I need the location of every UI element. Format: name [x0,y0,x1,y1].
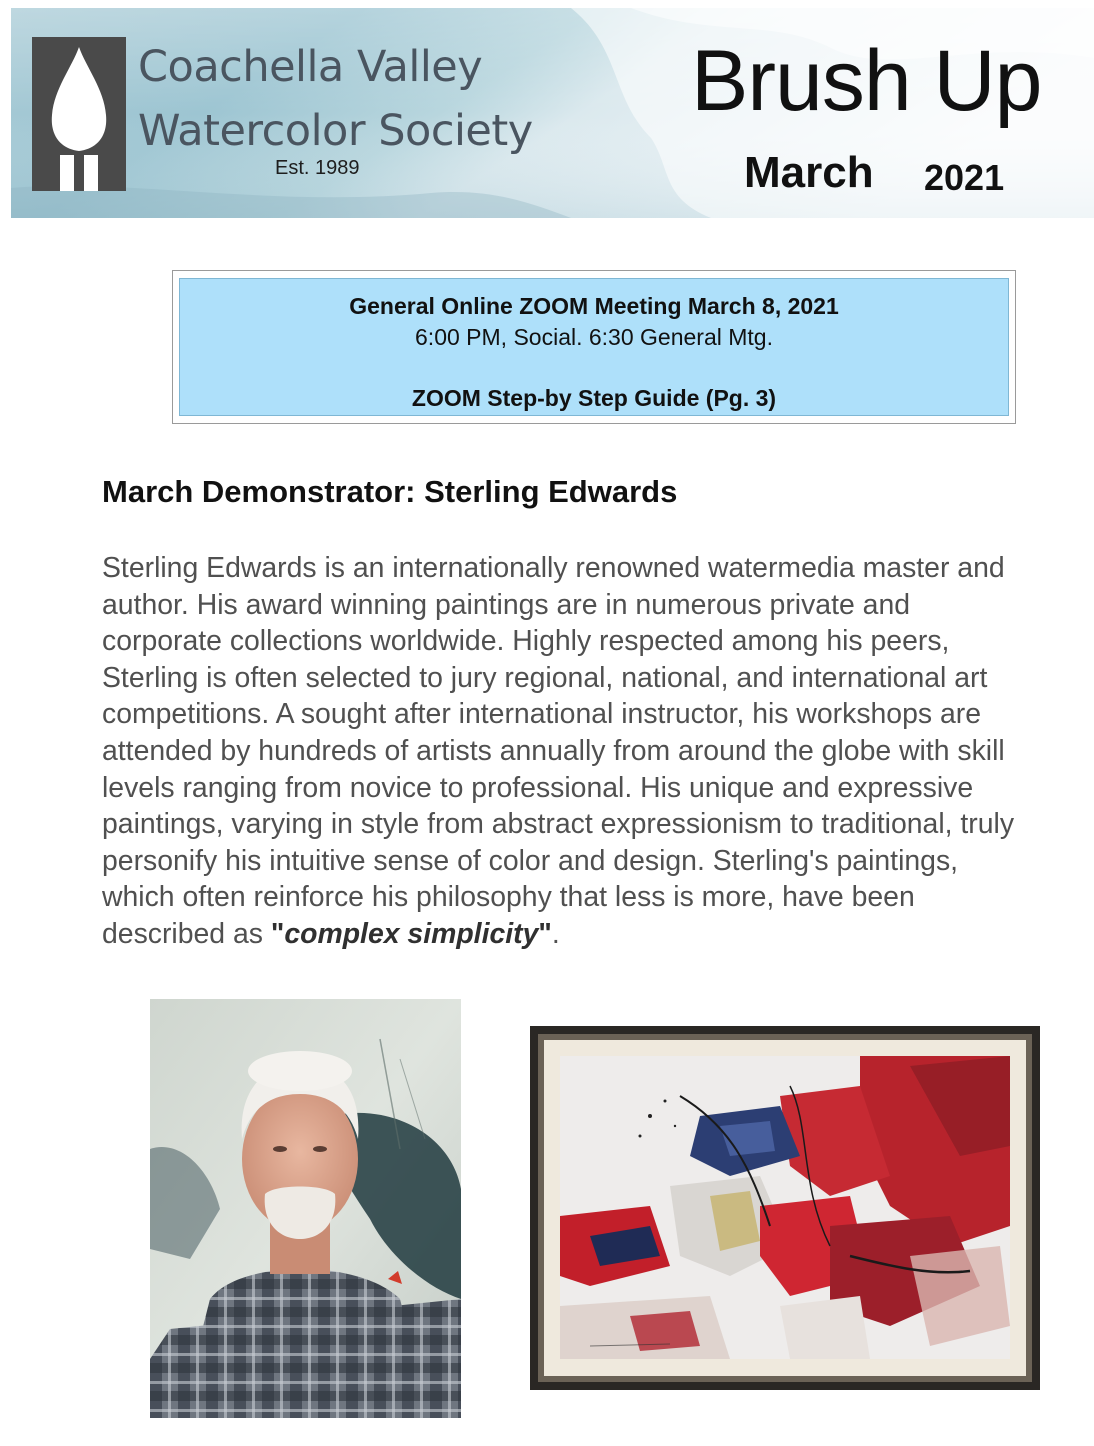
quote-text: complex simplicity [284,917,539,950]
logo [32,37,126,191]
article-body [102,550,1092,953]
body-line: author. His award winning paintings are in numerous private and [102,588,911,621]
meeting-schedule: 6:00 PM, Social. 6:30 General Mtg. [415,324,773,350]
body-line: levels ranging from novice to professional. His unique and expressive [102,771,974,804]
zoom-guide-reference[interactable]: ZOOM Step-by Step Guide (Pg. 3) [411,385,777,411]
header-banner [11,8,1094,218]
demonstrator-painting-image [530,1026,1040,1390]
newsletter-title: Brush Up [691,33,1042,129]
demonstrator-portrait-photo [150,999,461,1418]
body-line: which often reinforce his philosophy that less is more, have been [102,881,915,914]
body-line: Sterling is often selected to jury regional, national, and international art [102,661,988,694]
quote-open: " [270,917,285,950]
meeting-info-panel [179,278,1009,416]
issue-month: March [744,148,874,197]
body-line: competitions. A sought after international instructor, his workshops are [102,698,981,731]
body-line: Sterling Edwards is an internationally renowned watermedia master and [102,552,1005,584]
paintbrush-tip-icon [32,37,126,191]
established-year: Est. 1989 [275,157,360,179]
body-line-last [102,916,1092,953]
body-line: personify his intuitive sense of color and design. Sterling's paintings, [102,844,959,877]
body-line: corporate collections worldwide. Highly respected among his peers, [102,625,950,658]
quote-close: " [538,917,552,950]
body-line: paintings, varying in style from abstract expressionism to traditional, truly [102,808,1015,841]
meeting-title: General Online ZOOM Meeting March 8, 2021 [349,293,839,319]
article-headline: March Demonstrator: Sterling Edwards [102,474,678,509]
issue-year: 2021 [924,157,1005,198]
last-line-prefix: described as [102,917,271,950]
last-line-suffix: . [551,917,560,950]
meeting-info-box [172,270,1016,424]
org-name-line-2: Watercolor Society [138,106,533,156]
org-name-line-1: Coachella Valley [138,42,483,92]
body-line: attended by hundreds of artists annually from around the globe with skill [102,734,1005,767]
